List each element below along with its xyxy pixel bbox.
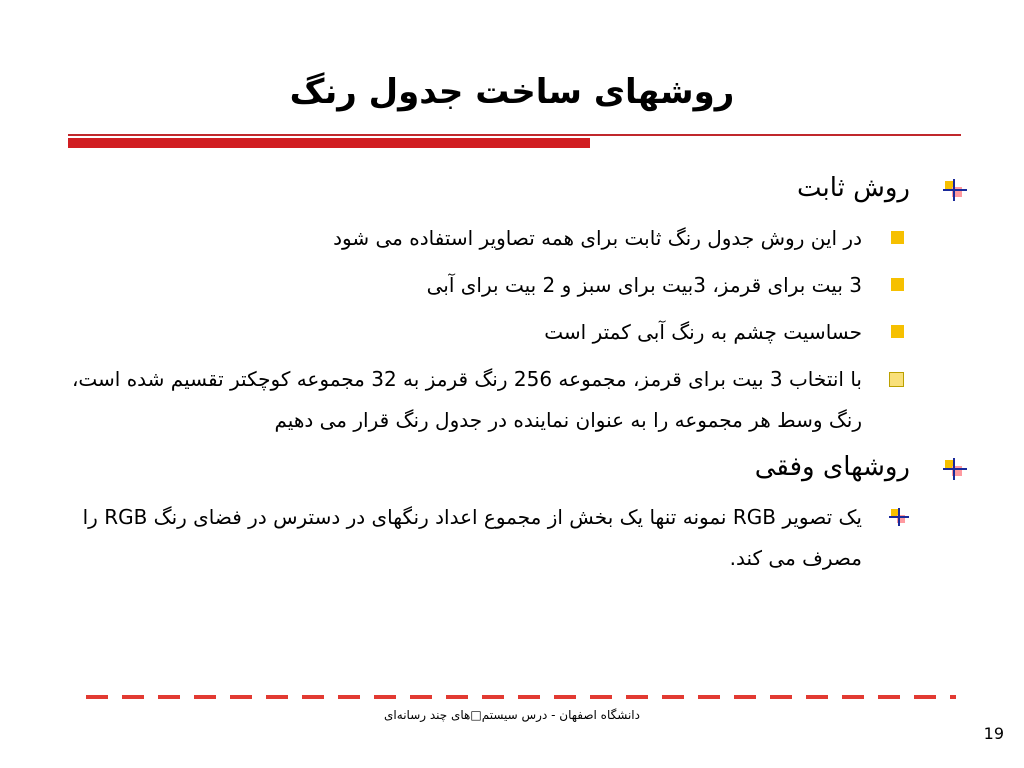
bullet-text: 3 بیت برای قرمز، 3بیت برای سبز و 2 بیت برای آبی [426, 273, 862, 297]
bullet-item [70, 312, 862, 353]
title-rule-thin [68, 134, 961, 136]
square-bullet-icon [891, 231, 904, 244]
bullet-text: در این روش جدول رنگ ثابت برای همه تصاویر استفاده می شود [333, 226, 862, 250]
section-heading-fixed [70, 168, 910, 208]
section-heading-text: روش ثابت [796, 173, 910, 203]
bullet-item [70, 497, 862, 579]
bullet-item [70, 265, 862, 306]
footer-dashed-line [86, 695, 956, 699]
footer-text: دانشگاه اصفهان - درس سیستم□های چند رسانه‌ای [384, 708, 640, 722]
title-rule-thick [68, 138, 590, 148]
bullet-text: حساسیت چشم به رنگ آبی کمتر است [544, 320, 862, 344]
bullet-text: یک تصویر RGB نمونه تنها یک بخش از مجموع اعداد رنگهای در دسترس در فضای رنگ RGB را مصرف می کند. [82, 505, 862, 570]
section-bullet-icon [942, 457, 968, 481]
bullet-item [70, 359, 862, 441]
square-bullet-icon [889, 372, 904, 387]
section-bullet-icon [942, 178, 968, 202]
bullet-text: با انتخاب 3 بیت برای قرمز، مجموعه 256 رنگ قرمز به 32 مجموعه کوچکتر تقسیم شده است، رنگ وسط هر مجموعه را به عنوان نماینده در جدول رنگ قرار می دهیم [71, 367, 862, 432]
flag-bullet-icon [888, 507, 910, 527]
section-heading-text: روشهای وفقی [754, 452, 910, 482]
page-number: 19 [983, 724, 1004, 743]
square-bullet-icon [891, 278, 904, 291]
section-heading-adaptive [70, 447, 910, 487]
square-bullet-icon [891, 325, 904, 338]
slide-title: روشهای ساخت جدول رنگ [289, 72, 735, 112]
bullet-item [70, 218, 862, 259]
slide-content [70, 168, 910, 585]
